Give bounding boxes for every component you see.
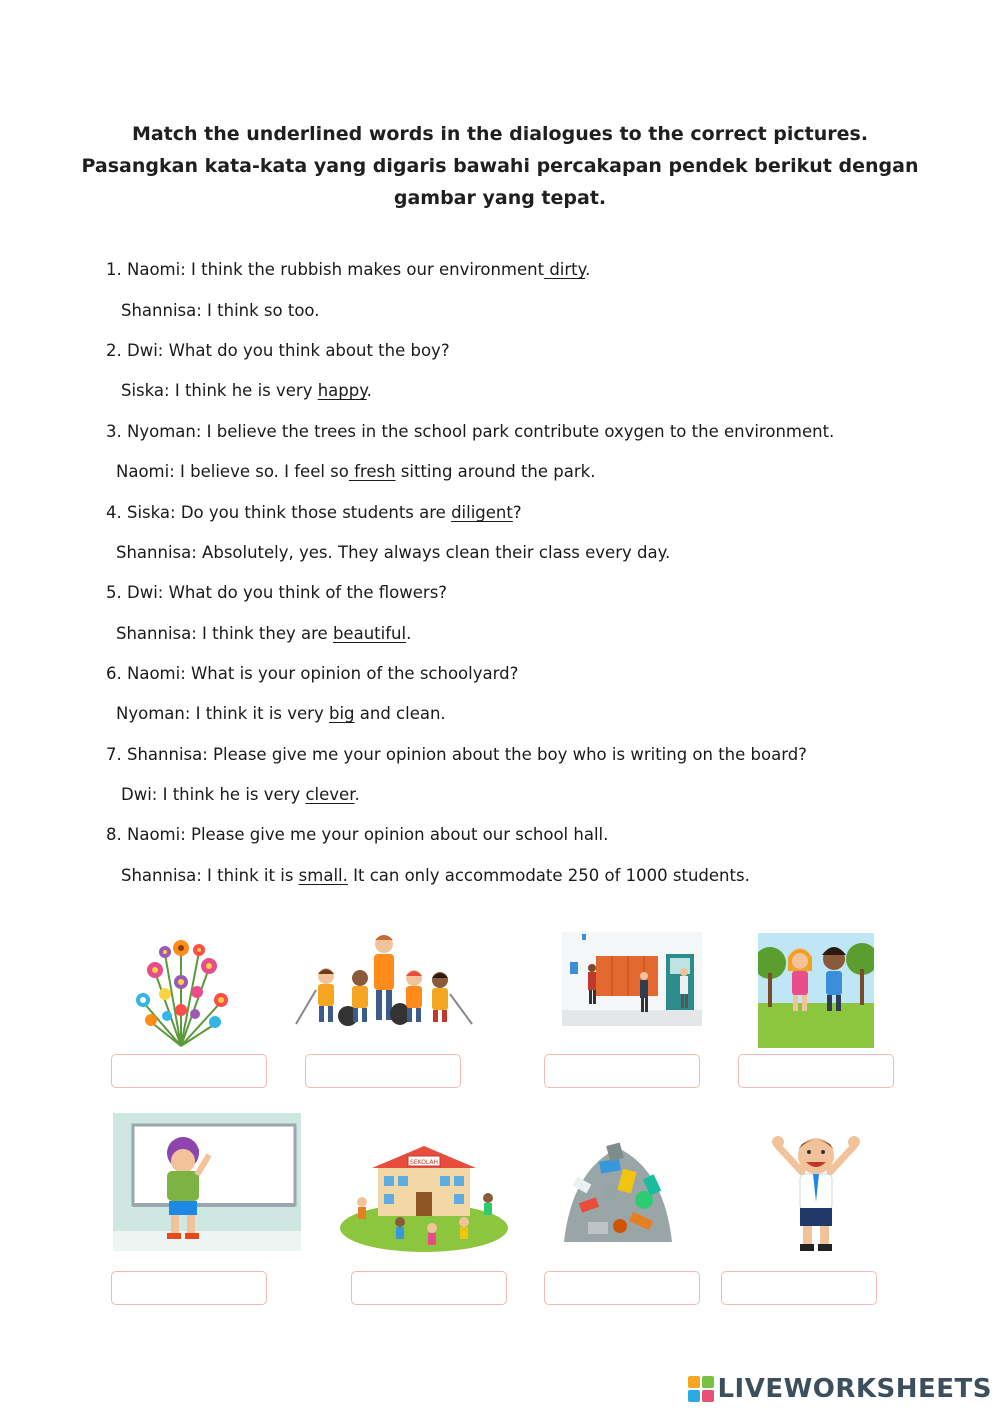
dialogue-6-line-a: 6. Naomi: What is your opinion of the schoolyard? bbox=[106, 664, 519, 683]
underlined-word: dirty bbox=[544, 260, 586, 279]
dialogue-2-line-b: Siska: I think he is very happy. bbox=[121, 381, 372, 400]
dialogue-1-line-a: 1. Naomi: I think the rubbish makes our environment dirty. bbox=[106, 260, 591, 279]
dialogue-4-line-a: 4. Siska: Do you think those students are diligent? bbox=[106, 503, 522, 522]
school-sign-text: SEKOLAH bbox=[409, 1159, 439, 1166]
dialogue-3-line-b: Naomi: I believe so. I feel so fresh sitting around the park. bbox=[116, 462, 596, 481]
dialogue-8-line-a: 8. Naomi: Please give me your opinion about our school hall. bbox=[106, 825, 609, 844]
students-cleaning-picture bbox=[290, 930, 476, 1030]
underlined-word: clever bbox=[305, 785, 355, 804]
answer-box-1[interactable] bbox=[111, 1054, 267, 1088]
instructions bbox=[60, 118, 940, 214]
dialogue-7-line-b: Dwi: I think he is very clever. bbox=[121, 785, 360, 804]
logo-mark-icon bbox=[688, 1376, 714, 1402]
instruction-english: Match the underlined words in the dialogues to the correct pictures. bbox=[131, 123, 869, 145]
dialogue-7-line-a: 7. Shannisa: Please give me your opinion about the boy who is writing on the board? bbox=[106, 745, 807, 764]
dialogue-3-line-a: 3. Nyoman: I believe the trees in the school park contribute oxygen to the environment. bbox=[106, 422, 835, 441]
liveworksheets-logo bbox=[688, 1374, 992, 1404]
answer-box-7[interactable] bbox=[544, 1271, 700, 1305]
answer-box-8[interactable] bbox=[721, 1271, 877, 1305]
instruction-indonesian-1: Pasangkan kata-kata yang digaris bawahi percakapan pendek berikut dengan bbox=[81, 155, 919, 177]
answer-box-4[interactable] bbox=[738, 1054, 894, 1088]
dialogue-1-line-b: Shannisa: I think so too. bbox=[121, 301, 320, 320]
answer-box-6[interactable] bbox=[351, 1271, 507, 1305]
answer-box-2[interactable] bbox=[305, 1054, 461, 1088]
flowers-picture bbox=[125, 932, 237, 1048]
kids-in-park-picture bbox=[758, 933, 874, 1048]
dialogue-5-line-a: 5. Dwi: What do you think of the flowers? bbox=[106, 583, 448, 602]
dialogue-4-line-b: Shannisa: Absolutely, yes. They always clean their class every day. bbox=[116, 543, 671, 562]
answer-box-5[interactable] bbox=[111, 1271, 267, 1305]
happy-boy-picture bbox=[768, 1128, 864, 1254]
underlined-word: big bbox=[328, 704, 355, 723]
dialogue-8-line-b: Shannisa: I think it is small. It can only accommodate 250 of 1000 students. bbox=[121, 866, 750, 885]
dialogue-5-line-b: Shannisa: I think they are beautiful. bbox=[116, 624, 412, 643]
school-hall-picture bbox=[562, 932, 702, 1026]
underlined-word: happy bbox=[317, 381, 367, 400]
logo-text: LIVEWORKSHEETS bbox=[717, 1374, 992, 1404]
rubbish-pile-picture bbox=[560, 1130, 676, 1248]
boy-writing-board-picture bbox=[113, 1113, 301, 1251]
underlined-word: diligent bbox=[451, 503, 513, 522]
underlined-word: small. bbox=[298, 866, 348, 885]
dialogue-2-line-a: 2. Dwi: What do you think about the boy? bbox=[106, 341, 450, 360]
dialogue-6-line-b: Nyoman: I think it is very big and clean. bbox=[116, 704, 446, 723]
underlined-word: beautiful bbox=[332, 624, 407, 643]
underlined-word: fresh bbox=[348, 462, 396, 481]
answer-box-3[interactable] bbox=[544, 1054, 700, 1088]
instruction-indonesian-2: gambar yang tepat. bbox=[393, 187, 607, 209]
schoolyard-picture bbox=[340, 1140, 508, 1252]
